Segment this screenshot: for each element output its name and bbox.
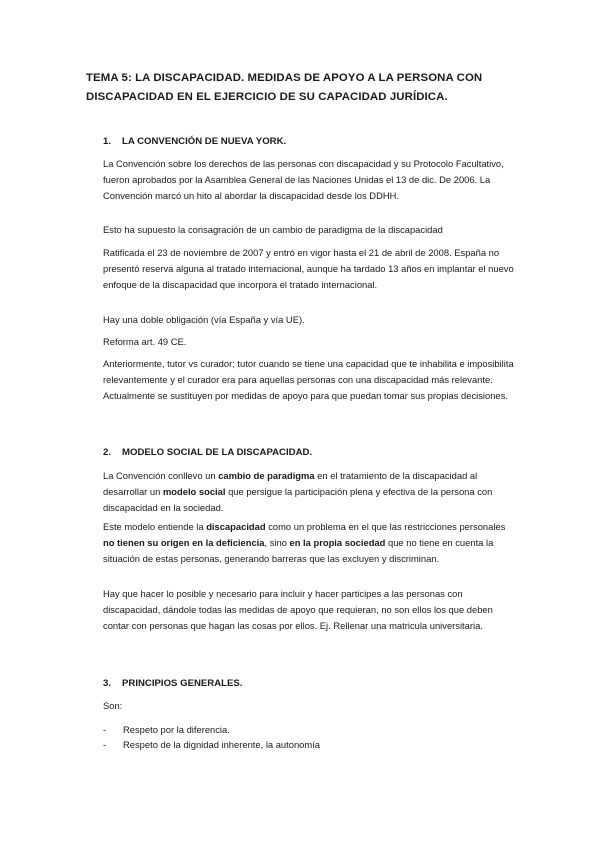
section-number: 3. [103,678,112,689]
section-title: PRINCIPIOS GENERALES. [122,678,243,689]
document-page: TEMA 5: LA DISCAPACIDAD. MEDIDAS DE APOYO A LA PERSONA CON DISCAPACIDAD EN EL EJERCICIO DE SU CAPACIDAD JURÍDICA. 1. LA CONVENCIÓN DE NUEVA YORK. La Convención sobre los derechos de las personas con discapacidad y su Protocolo Facultativo, fueron aprobados por la Asamblea General de las Naciones Unidas el 13 de dic. De 2006. La Convención marcó un hito al abordar la discapacidad desde los DDHH. Esto ha supuesto la consagración de un cambio de paradigma de la discapacidad Ratificada el 23 de noviembre de 2007 y entró en vigor hasta el 21 de abril de 2008. España no presentó reserva alguna al tratado internacional, aunque ha tardado 13 años en implantar el nuevo enfoque de la discapacidad que incorpora el tratado internacional. Hay una doble obligación (vía España y vía UE). Reforma art. 49 CE. Anteriormente, tutor vs curador; tutor cuando se tiene una capacidad que te inhabilita e imposibilita relevantemente y el curador era para aquellas personas con una discapacidad más relevante. Actualmente se sustituyen por medidas de apoyo para que puedan tomar sus propias decisiones. 2. MODELO SOCIAL DE LA DISCAPACIDAD. La Convención conllevo un cambio de paradigma en el tratamiento de la discapacidad al desarrollar un modelo social que persigue la participación plena y efectiva de la persona con discapacidad en la sociedad. Este modelo entiende la discapacidad como un problema en el que las restricciones personales no tienen su origen en la deficiencia, sino en la propia sociedad que no tiene en cuenta la situación de estas personas, generando barreras que las excluyen y discriminan. Hay que hacer lo posible y necesario para incluir y hacer participes a las personas con discapacidad, dándole todas las medidas de apoyo que requieran, no son ellos los que deben contar con personas que hagan las cosas por ellos. Ej. Rellenar una matricula universitaria. 3. PRINCIPIOS GENERALES. Son: - Respeto por la diferencia. - Respeto de la dignidad inherente, la autonomía [0,0,599,848]
paragraph: Esto ha supuesto la consagración de un cambio de paradigma de la discapacidad [103,224,443,235]
paragraph: Son: [103,700,123,711]
bold-term: en la propia sociedad [289,536,386,548]
paragraph: Reforma art. 49 CE. [103,336,187,347]
paragraph: Este modelo entiende la discapacidad como un problema en el que las restricciones personales no tienen su origen en la deficiencia, sino en la propia sociedad que no tiene en cuenta la situación de estas personas, generando barreras que las excluyen y discriminan. [103,521,506,564]
paragraph: La Convención conllevo un cambio de paradigma en el tratamiento de la discapacidad al desarrollar un modelo social que persigue la participación plena y efectiva de la persona con discapacidad en la sociedad. [103,470,493,513]
section-number: 1. [103,136,112,147]
bullet-dash: - [103,724,107,735]
paragraph: Hay una doble obligación (vía España y vía UE). [103,314,305,325]
paragraph: Hay que hacer lo posible y necesario para incluir y hacer participes a las personas con discapacidad, dándole todas las medidas de apoyo que requieran, no son ellos los que deben contar con personas que hagan las cosas por ellos. Ej. Rellenar una matricula universitaria. [103,588,493,631]
paragraph: Anteriormente, tutor vs curador; tutor cuando se tiene una capacidad que te inhabilita e imposibilita relevantemente y el curador era para aquellas personas con una discapacidad más relevante. Actualmente se sustituyen por medidas de apoyo para que puedan tomar sus propias decisiones. [103,358,514,401]
paragraph: Ratificada el 23 de noviembre de 2007 y entró en vigor hasta el 21 de abril de 2008. España no presentó reserva alguna al tratado internacional, aunque ha tardado 13 años en implantar el nuevo enfoque de la discapacidad que incorpora el tratado internacional. [103,247,514,290]
section-title: MODELO SOCIAL DE LA DISCAPACIDAD. [122,447,313,458]
section-number: 2. [103,447,112,458]
bullet-dash: - [103,739,107,750]
bold-term: no tienen su origen en la deficiencia [103,536,265,548]
section-title: LA CONVENCIÓN DE NUEVA YORK. [122,136,287,147]
bold-term: modelo social [162,485,226,497]
bold-term: cambio de paradigma [218,470,315,481]
bold-term: discapacidad [206,521,266,532]
paragraph: La Convención sobre los derechos de las personas con discapacidad y su Protocolo Facultativo, fueron aprobados por la Asamblea General de las Naciones Unidas el 13 de dic. De 2006. La Convención marcó un hito al abordar la discapacidad desde los DDHH. [103,158,504,201]
document-title: TEMA 5: LA DISCAPACIDAD. MEDIDAS DE APOYO A LA PERSONA CON DISCAPACIDAD EN EL EJERCICIO DE SU CAPACIDAD JURÍDICA. [86,72,483,103]
